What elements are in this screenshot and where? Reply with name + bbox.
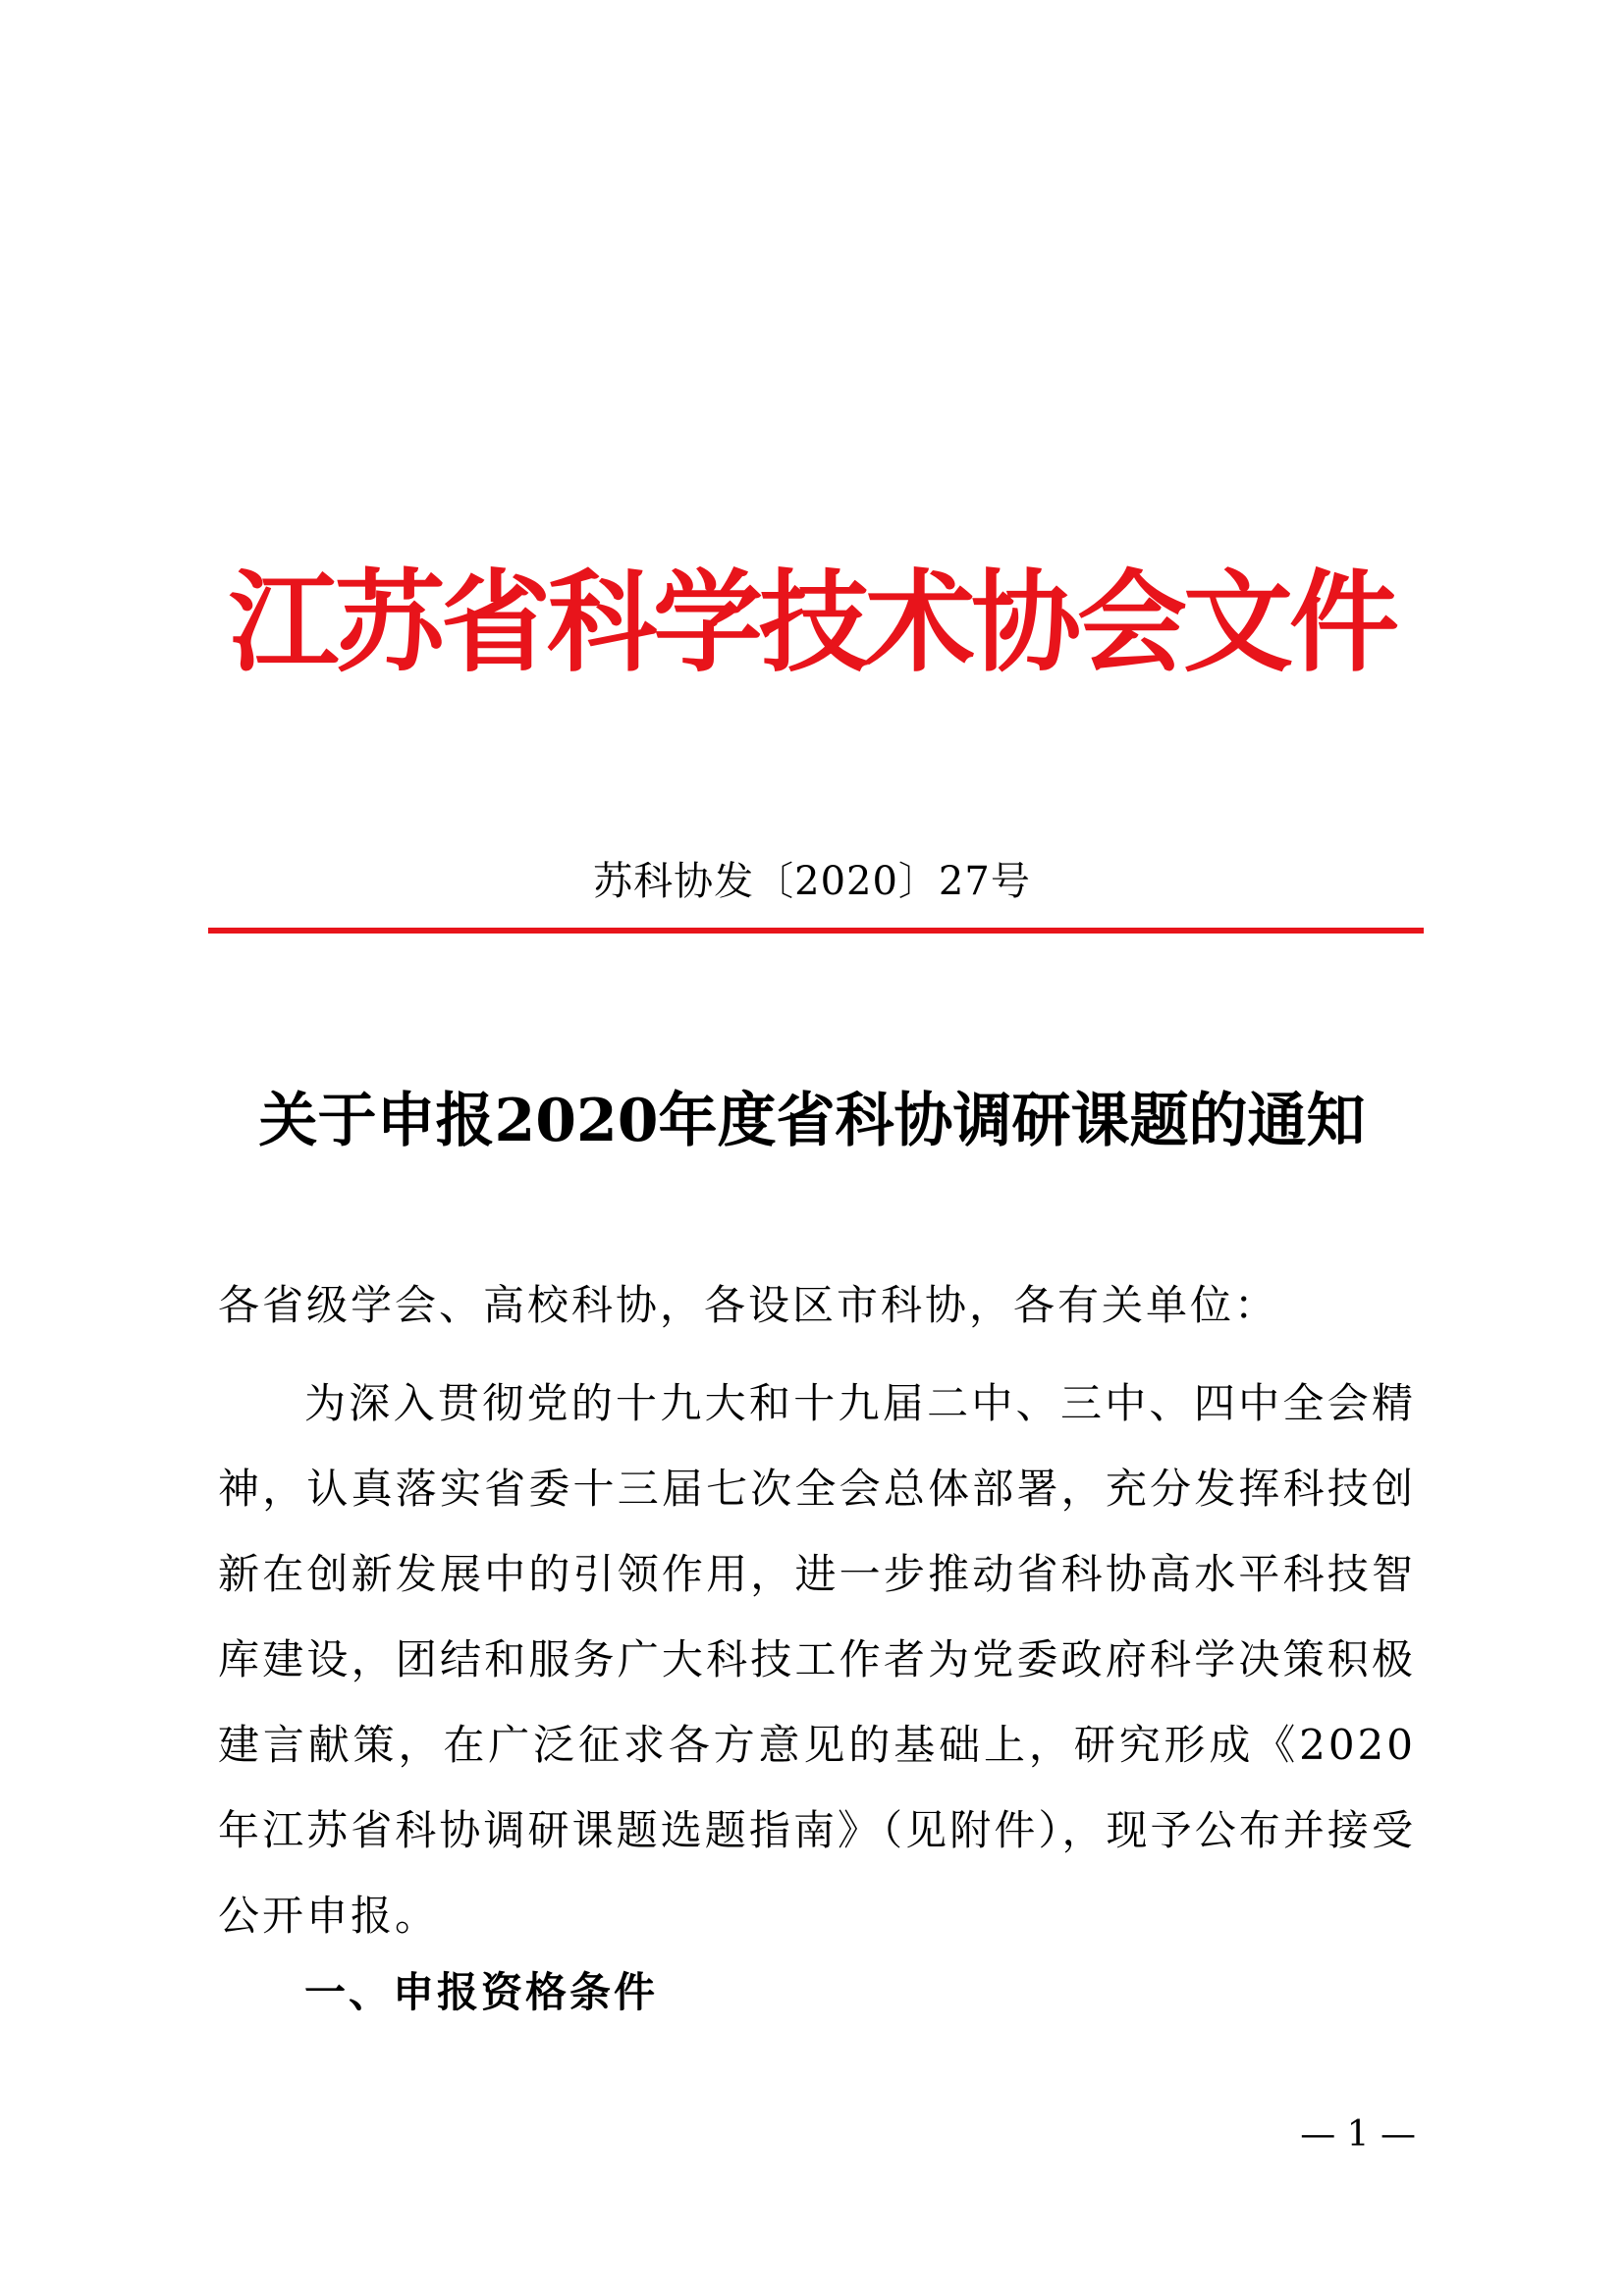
red-divider-line	[208, 928, 1424, 934]
document-title: 关于申报2020年度省科协调研课题的通知	[258, 1087, 1366, 1155]
page-number: — 1 —	[1300, 2114, 1416, 2155]
masthead-title: 江苏省科学技术协会文件	[229, 560, 1395, 687]
section-heading: 一、申报资格条件	[304, 1968, 659, 2016]
document-number: 苏科协发〔2020〕27号	[593, 859, 1031, 904]
body-paragraph: 为深入贯彻党的十九大和十九届二中、三中、四中全会精神，认真落实省委十三届七次全会总体部署，充分发挥科技创新在创新发展中的引领作用，进一步推动省科协高水平科技智库建设，团结和服务广大科技工作者为党委政府科学决策积极建言献策，在广泛征求各方意见的基础上，研究形成《2020年江苏省科协调研课题选题指南》（见附件），现予公布并接受公开申报。	[218, 1379, 1416, 1940]
salutation: 各省级学会、高校科协，各设区市科协，各有关单位：	[218, 1281, 1279, 1329]
